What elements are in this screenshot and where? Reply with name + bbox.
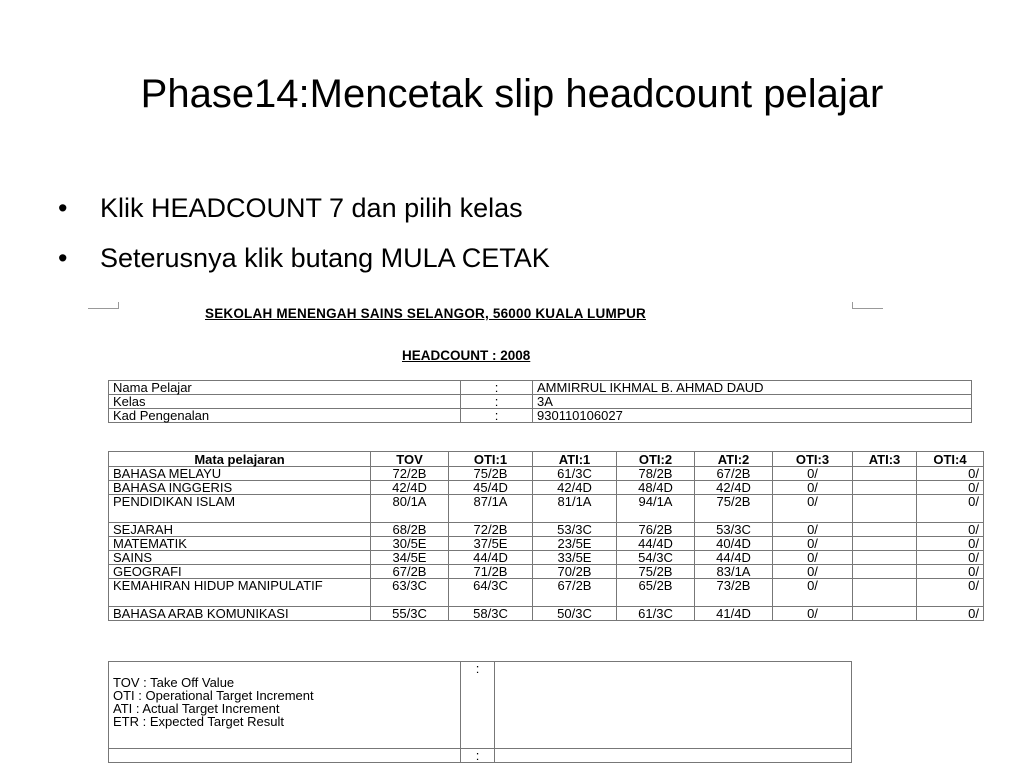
grade-cell-tov: 80/1A bbox=[371, 495, 449, 523]
column-header: OTI:2 bbox=[617, 452, 695, 467]
grade-cell-oti2: 75/2B bbox=[617, 565, 695, 579]
table-row bbox=[109, 523, 984, 537]
grade-cell-ati1: 61/3C bbox=[533, 467, 617, 481]
crop-mark bbox=[88, 302, 119, 309]
legend-table bbox=[108, 661, 852, 763]
info-label: Nama Pelajar bbox=[109, 381, 461, 395]
grade-cell-oti4: 0/ bbox=[917, 523, 984, 537]
grade-cell-oti4: 0/ bbox=[917, 481, 984, 495]
subject-cell: PENDIDIKAN ISLAM bbox=[109, 495, 371, 523]
grade-cell-ati3 bbox=[853, 467, 917, 481]
grade-cell-oti2: 48/4D bbox=[617, 481, 695, 495]
grade-cell-oti3: 0/ bbox=[773, 481, 853, 495]
school-name: SEKOLAH MENENGAH SAINS SELANGOR, 56000 KUALA LUMPUR bbox=[205, 306, 647, 321]
grade-cell-ati1: 23/5E bbox=[533, 537, 617, 551]
grade-cell-oti3: 0/ bbox=[773, 467, 853, 481]
grade-cell-ati3 bbox=[853, 495, 917, 523]
headcount-heading: HEADCOUNT : 2008 bbox=[402, 348, 531, 363]
grade-cell-ati2: 53/3C bbox=[695, 523, 773, 537]
grade-cell-ati1: 53/3C bbox=[533, 523, 617, 537]
grade-cell-ati1: 33/5E bbox=[533, 551, 617, 565]
grade-cell-ati2: 73/2B bbox=[695, 579, 773, 607]
grade-cell-ati3 bbox=[853, 579, 917, 607]
table-row bbox=[109, 565, 984, 579]
grade-cell-oti3: 0/ bbox=[773, 495, 853, 523]
grade-cell-oti1: 72/2B bbox=[449, 523, 533, 537]
info-value: AMMIRRUL IKHMAL B. AHMAD DAUD bbox=[533, 381, 972, 395]
grade-cell-ati1: 50/3C bbox=[533, 607, 617, 621]
grade-cell-oti2: 65/2B bbox=[617, 579, 695, 607]
subject-cell: BAHASA MELAYU bbox=[109, 467, 371, 481]
legend-line: ETR : Expected Target Result bbox=[113, 714, 285, 729]
headcount-slip-image bbox=[0, 290, 1024, 768]
crop-mark bbox=[852, 302, 883, 309]
info-row bbox=[109, 395, 972, 409]
grade-cell-tov: 30/5E bbox=[371, 537, 449, 551]
info-sep: : bbox=[461, 395, 533, 409]
info-row bbox=[109, 409, 972, 423]
grade-cell-oti2: 61/3C bbox=[617, 607, 695, 621]
table-row bbox=[109, 607, 984, 621]
grade-cell-tov: 68/2B bbox=[371, 523, 449, 537]
column-header: Mata pelajaran bbox=[109, 452, 371, 467]
grade-cell-ati3 bbox=[853, 537, 917, 551]
grade-cell-oti4: 0/ bbox=[917, 607, 984, 621]
grade-cell-oti3: 0/ bbox=[773, 523, 853, 537]
info-value: 3A bbox=[533, 395, 972, 409]
grade-cell-oti1: 45/4D bbox=[449, 481, 533, 495]
grade-cell-oti3: 0/ bbox=[773, 579, 853, 607]
column-header: ATI:3 bbox=[853, 452, 917, 467]
grade-cell-oti1: 64/3C bbox=[449, 579, 533, 607]
grade-cell-oti4: 0/ bbox=[917, 579, 984, 607]
legend-line: OTI : Operational Target Increment bbox=[113, 688, 314, 703]
grade-cell-oti2: 76/2B bbox=[617, 523, 695, 537]
grade-cell-oti2: 54/3C bbox=[617, 551, 695, 565]
table-row bbox=[109, 467, 984, 481]
grade-cell-tov: 55/3C bbox=[371, 607, 449, 621]
bullet-item: • Klik HEADCOUNT 7 dan pilih kelas bbox=[58, 188, 550, 238]
grade-cell-ati2: 42/4D bbox=[695, 481, 773, 495]
legend-blank bbox=[109, 749, 461, 763]
table-row bbox=[109, 481, 984, 495]
column-header: ATI:1 bbox=[533, 452, 617, 467]
grade-cell-oti2: 78/2B bbox=[617, 467, 695, 481]
slide-title: Phase14:Mencetak slip headcount pelajar bbox=[140, 72, 884, 116]
grade-cell-oti1: 37/5E bbox=[449, 537, 533, 551]
grade-cell-ati2: 75/2B bbox=[695, 495, 773, 523]
column-header: ATI:2 bbox=[695, 452, 773, 467]
legend-text bbox=[109, 662, 461, 749]
subject-cell: GEOGRAFI bbox=[109, 565, 371, 579]
subject-cell: KEMAHIRAN HIDUP MANIPULATIF bbox=[109, 579, 371, 607]
grade-cell-oti3: 0/ bbox=[773, 565, 853, 579]
student-info-table bbox=[108, 380, 972, 423]
grade-cell-oti1: 87/1A bbox=[449, 495, 533, 523]
grade-cell-oti1: 75/2B bbox=[449, 467, 533, 481]
grade-cell-tov: 63/3C bbox=[371, 579, 449, 607]
grade-cell-ati3 bbox=[853, 565, 917, 579]
grade-cell-tov: 72/2B bbox=[371, 467, 449, 481]
column-header: TOV bbox=[371, 452, 449, 467]
column-header: OTI:1 bbox=[449, 452, 533, 467]
column-header: OTI:3 bbox=[773, 452, 853, 467]
subject-cell: BAHASA INGGERIS bbox=[109, 481, 371, 495]
grade-cell-oti2: 94/1A bbox=[617, 495, 695, 523]
legend-blank bbox=[495, 662, 852, 749]
grade-cell-oti4: 0/ bbox=[917, 537, 984, 551]
grade-cell-ati1: 42/4D bbox=[533, 481, 617, 495]
subject-cell: BAHASA ARAB KOMUNIKASI bbox=[109, 607, 371, 621]
legend-blank bbox=[495, 749, 852, 763]
grade-cell-oti2: 44/4D bbox=[617, 537, 695, 551]
info-label: Kad Pengenalan bbox=[109, 409, 461, 423]
grade-cell-ati2: 40/4D bbox=[695, 537, 773, 551]
grade-cell-oti3: 0/ bbox=[773, 607, 853, 621]
grade-cell-oti3: 0/ bbox=[773, 537, 853, 551]
column-header: OTI:4 bbox=[917, 452, 984, 467]
grade-cell-oti1: 71/2B bbox=[449, 565, 533, 579]
grade-cell-oti1: 58/3C bbox=[449, 607, 533, 621]
grade-cell-ati3 bbox=[853, 481, 917, 495]
grade-cell-oti4: 0/ bbox=[917, 565, 984, 579]
grade-cell-ati2: 67/2B bbox=[695, 467, 773, 481]
grade-cell-ati1: 81/1A bbox=[533, 495, 617, 523]
table-row bbox=[109, 537, 984, 551]
grade-cell-ati3 bbox=[853, 607, 917, 621]
grade-cell-ati3 bbox=[853, 523, 917, 537]
legend-line: ATI : Actual Target Increment bbox=[113, 701, 280, 716]
table-row bbox=[109, 579, 984, 607]
bullet-item: • Seterusnya klik butang MULA CETAK bbox=[58, 238, 550, 288]
grade-cell-tov: 67/2B bbox=[371, 565, 449, 579]
grade-cell-ati2: 41/4D bbox=[695, 607, 773, 621]
subject-cell: SEJARAH bbox=[109, 523, 371, 537]
table-row bbox=[109, 551, 984, 565]
grades-table bbox=[108, 451, 984, 621]
grade-cell-ati2: 44/4D bbox=[695, 551, 773, 565]
subject-cell: MATEMATIK bbox=[109, 537, 371, 551]
grade-cell-ati3 bbox=[853, 551, 917, 565]
grade-cell-oti4: 0/ bbox=[917, 467, 984, 481]
info-sep: : bbox=[461, 381, 533, 395]
legend-line: TOV : Take Off Value bbox=[113, 675, 235, 690]
bullet-list bbox=[58, 188, 550, 288]
grade-cell-tov: 42/4D bbox=[371, 481, 449, 495]
grade-cell-oti3: 0/ bbox=[773, 551, 853, 565]
info-sep: : bbox=[461, 409, 533, 423]
legend-sep: : bbox=[461, 749, 495, 763]
grade-cell-oti4: 0/ bbox=[917, 551, 984, 565]
grade-cell-oti1: 44/4D bbox=[449, 551, 533, 565]
grade-cell-tov: 34/5E bbox=[371, 551, 449, 565]
grade-cell-ati1: 70/2B bbox=[533, 565, 617, 579]
subject-cell: SAINS bbox=[109, 551, 371, 565]
grade-cell-ati2: 83/1A bbox=[695, 565, 773, 579]
info-label: Kelas bbox=[109, 395, 461, 409]
info-row bbox=[109, 381, 972, 395]
grade-cell-oti4: 0/ bbox=[917, 495, 984, 523]
info-value: 930110106027 bbox=[533, 409, 972, 423]
table-row bbox=[109, 495, 984, 523]
grade-cell-ati1: 67/2B bbox=[533, 579, 617, 607]
legend-sep: : bbox=[461, 662, 495, 749]
